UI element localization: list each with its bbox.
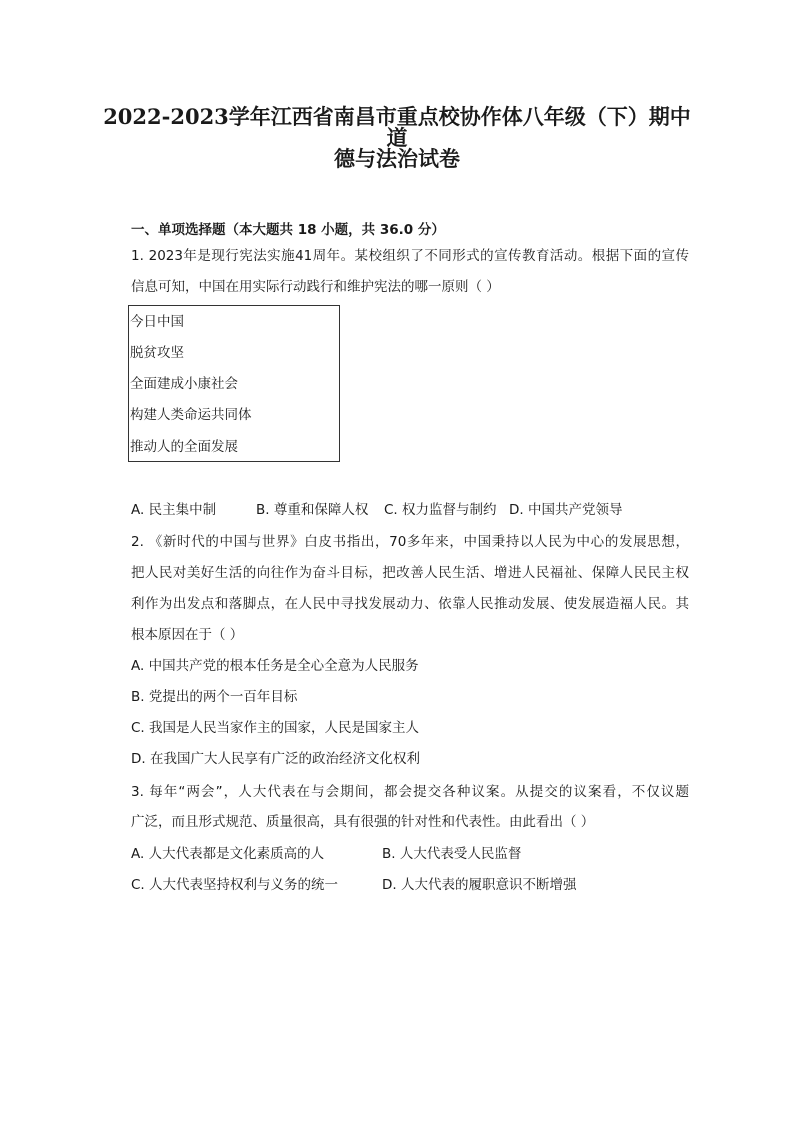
info-box-item: 全面建成小康社会 <box>130 376 238 392</box>
info-box-item: 脱贫攻坚 <box>130 345 184 361</box>
question-1-line-1: 1. 2023年是现行宪法实施41周年。某校组织了不同形式的宣传教育活动。根据下面的宣传 <box>131 248 689 264</box>
propaganda-info-box <box>128 305 340 462</box>
exam-title-line-2: 德与法治试卷 <box>334 146 460 171</box>
question-2-option-d: D. 在我国广大人民享有广泛的政治经济文化权利 <box>131 751 420 767</box>
question-1-option-a: A. 民主集中制 <box>131 502 217 518</box>
question-3-option-b: B. 人大代表受人民监督 <box>382 846 522 862</box>
question-1-line-2: 信息可知，中国在用实际行动践行和维护宪法的哪一原则（ ） <box>131 279 500 295</box>
question-2-option-c: C. 我国是人民当家作主的国家，人民是国家主人 <box>131 720 420 736</box>
question-2-line-2: 把人民对美好生活的向往作为奋斗目标，把改善人民生活、增进人民福祉、保障人民民主权 <box>131 565 689 581</box>
question-2-line-3: 利作为出发点和落脚点，在人民中寻找发展动力、依靠人民推动发展、使发展造福人民。其 <box>131 596 689 612</box>
info-box-item: 构建人类命运共同体 <box>130 407 252 423</box>
question-1-option-c: C. 权力监督与制约 <box>384 502 497 518</box>
question-3-line-2: 广泛，而且形式规范、质量很高，具有很强的针对性和代表性。由此看出（ ） <box>131 814 595 830</box>
info-box-item: 推动人的全面发展 <box>130 439 238 455</box>
question-1-option-d: D. 中国共产党领导 <box>509 502 623 518</box>
question-2-line-1: 2. 《新时代的中国与世界》白皮书指出，70多年来，中国秉持以人民为中心的发展思想， <box>131 534 689 550</box>
question-2-option-a: A. 中国共产党的根本任务是全心全意为人民服务 <box>131 658 419 674</box>
info-box-item: 今日中国 <box>130 314 184 330</box>
question-2-line-4: 根本原因在于（ ） <box>131 627 244 643</box>
exam-title-line-1: 2022-2023学年江西省南昌市重点校协作体八年级（下）期中道 <box>103 104 691 150</box>
section-heading: 一、单项选择题（本大题共 18 小题，共 36.0 分） <box>131 222 445 238</box>
question-2-option-b: B. 党提出的两个一百年目标 <box>131 689 298 705</box>
question-3-option-d: D. 人大代表的履职意识不断增强 <box>382 877 577 893</box>
question-3-line-1: 3. 每年“两会”，人大代表在与会期间，都会提交各种议案。从提交的议案看，不仅议题 <box>131 784 689 800</box>
question-1-option-b: B. 尊重和保障人权 <box>256 502 369 518</box>
question-3-option-c: C. 人大代表坚持权利与义务的统一 <box>131 877 339 893</box>
question-3-option-a: A. 人大代表都是文化素质高的人 <box>131 846 325 862</box>
